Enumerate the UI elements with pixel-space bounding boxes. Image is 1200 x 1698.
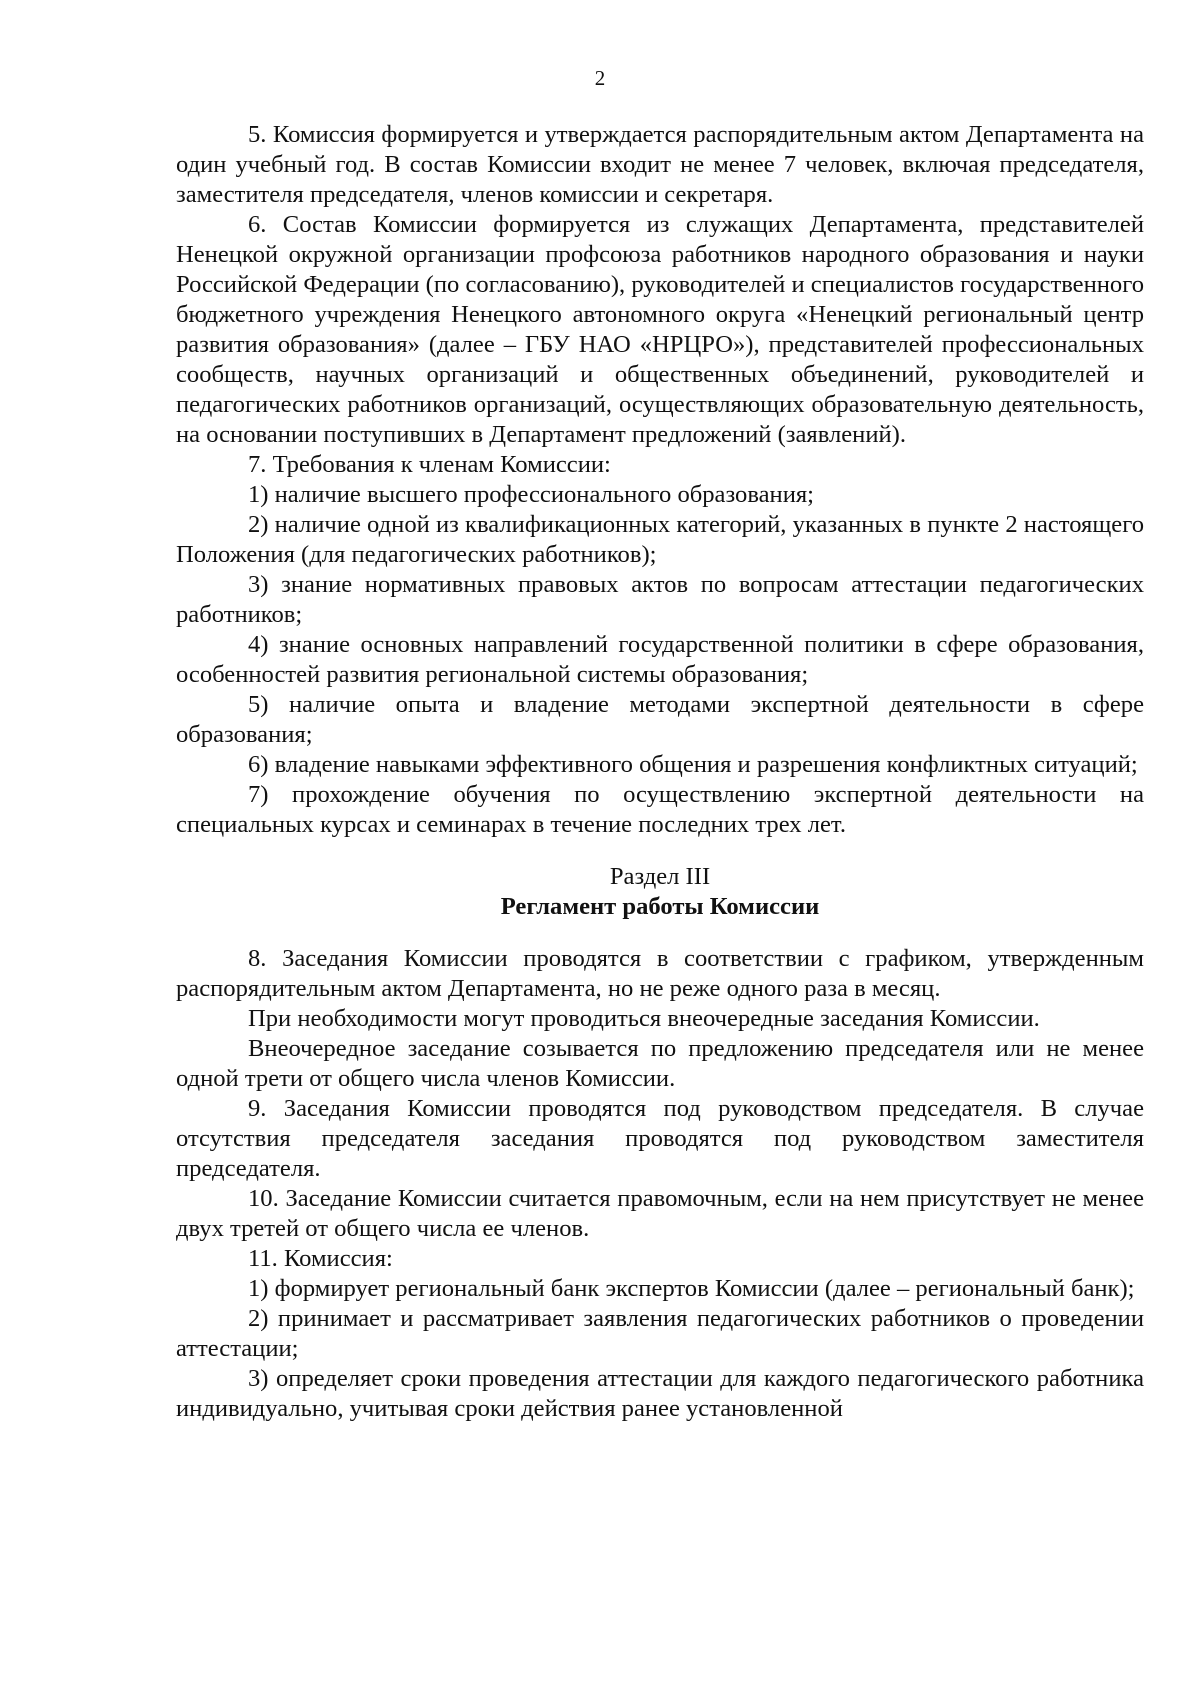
paragraph: 6. Состав Комиссии формируется из служащих Департамента, представителей Ненецкой окружной организации профсоюза работников народного образования и науки Российской Федерации (по согласованию), руководителей и специалистов государственного бюджетного учреждения Ненецкого автономного округа «Ненецкий региональный центр развития образования» (далее – ГБУ НАО «НРЦРО»), представителей профессиональных сообществ, научных организаций и общественных объединений, руководителей и педагогических работников организаций, осуществляющих образовательную деятельность, на основании поступивших в Департамент предложений (заявлений). [176,211,1144,448]
document-body [176,120,1144,1424]
paragraph: 10. Заседание Комиссии считается правомочным, если на нем присутствует не менее двух третей от общего числа ее членов. [176,1185,1144,1242]
section-title: Регламент работы Комиссии [500,893,820,920]
list-item: 3) знание нормативных правовых актов по вопросам аттестации педагогических работников; [176,571,1144,628]
list-item: 4) знание основных направлений государственной политики в сфере образования, особенностей развития региональной системы образования; [176,631,1144,688]
spacer [176,840,1144,862]
list-item: 2) наличие одной из квалификационных категорий, указанных в пункте 2 настоящего Положения (для педагогических работников); [176,511,1144,568]
list-item: 6) владение навыками эффективного общения и разрешения конфликтных ситуаций; [248,751,1138,778]
paragraph: 5. Комиссия формируется и утверждается распорядительным актом Департамента на один учебный год. В состав Комиссии входит не менее 7 человек, включая председателя, заместителя председателя, членов комиссии и секретаря. [176,121,1144,208]
paragraph: При необходимости могут проводиться внеочередные заседания Комиссии. [248,1005,1040,1032]
page-number: 2 [594,66,606,90]
spacer [176,922,1144,944]
section-label: Раздел III [609,863,711,890]
list-item: 1) формирует региональный банк экспертов Комиссии (далее – региональный банк); [248,1275,1135,1302]
list-item: 3) определяет сроки проведения аттестации для каждого педагогического работника индивидуально, учитывая сроки действия ранее установленной [176,1365,1144,1422]
list-item: 2) принимает и рассматривает заявления педагогических работников о проведении аттестации; [176,1305,1144,1362]
paragraph: Внеочередное заседание созывается по предложению председателя или не менее одной трети от общего числа членов Комиссии. [176,1035,1144,1092]
list-item: 1) наличие высшего профессионального образования; [248,481,815,508]
paragraph: 8. Заседания Комиссии проводятся в соответствии с графиком, утвержденным распорядительным актом Департамента, но не реже одного раза в месяц. [176,945,1144,1002]
paragraph: 11. Комиссия: [248,1245,393,1272]
paragraph: 9. Заседания Комиссии проводятся под руководством председателя. В случае отсутствия председателя заседания проводятся под руководством заместителя председателя. [176,1095,1144,1182]
paragraph: 7. Требования к членам Комиссии: [248,451,611,478]
list-item: 7) прохождение обучения по осуществлению экспертной деятельности на специальных курсах и семинарах в течение последних трех лет. [176,781,1144,838]
list-item: 5) наличие опыта и владение методами экспертной деятельности в сфере образования; [176,691,1144,748]
